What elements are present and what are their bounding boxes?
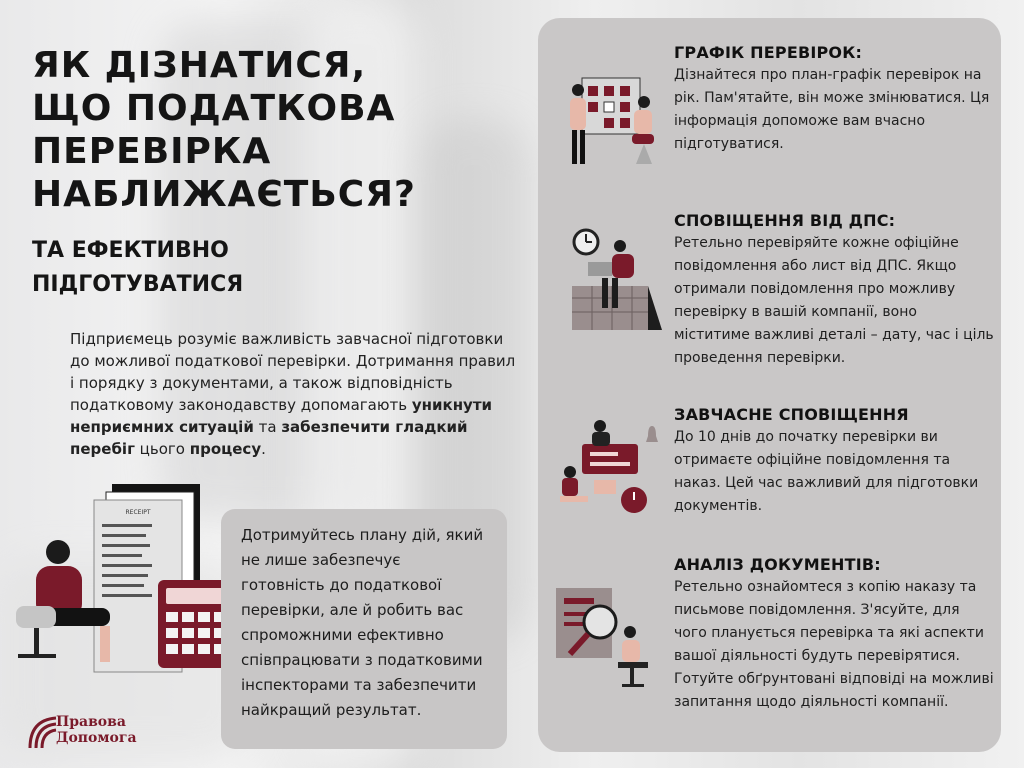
section-text: Ретельно перевіряйте кожне офіційне повідомлення або лист від ДПС. Якщо отримали повідомлення про можливу перевірку в вашій компанії, воно міститиме важливі деталі – дату, час і ціль проведення перевірки. <box>674 235 994 366</box>
receipt-line <box>102 564 152 567</box>
chair-seat <box>16 606 56 628</box>
person-leg <box>612 278 618 308</box>
title-line: НАБЛИЖАЄТЬСЯ? <box>32 174 416 215</box>
chair-post <box>34 628 39 654</box>
receipt-line <box>102 554 142 557</box>
logo-arc <box>42 730 56 748</box>
calendar-cell <box>588 102 598 112</box>
person-body <box>622 640 640 662</box>
message-line <box>590 462 630 466</box>
title-line: ЩО ПОДАТКОВА <box>32 88 396 129</box>
calculator-key <box>166 628 178 638</box>
notification-illustration <box>552 418 660 522</box>
receipt-line <box>102 544 150 547</box>
calendar-cell <box>604 86 614 96</box>
box <box>594 480 616 494</box>
message-line <box>590 452 618 456</box>
person-body <box>592 432 610 446</box>
receipt-line <box>102 574 148 577</box>
calendar-cell <box>604 102 614 112</box>
seat <box>560 496 588 502</box>
calculator-key <box>166 612 178 622</box>
desk-side <box>648 286 662 330</box>
intro-paragraph <box>70 328 520 460</box>
person-head <box>614 240 626 252</box>
person-legs <box>632 134 654 144</box>
bell-icon <box>646 426 658 442</box>
subtitle-line: ПІДГОТУВАТИСЯ <box>32 272 244 297</box>
magnifier-icon <box>584 606 616 638</box>
receipt-label: RECEIPT <box>125 509 151 516</box>
person-leg <box>572 130 577 164</box>
receipt-line <box>102 594 152 597</box>
section-text: Дізнайтеся про план-графік перевірок на рік. Пам'ятайте, він може змінюватися. Ця інформація допоможе вам вчасно підготуватися. <box>674 67 990 152</box>
receipt-line <box>102 524 152 527</box>
receipt-calculator-illustration <box>10 480 245 690</box>
laptop-screen <box>588 262 612 276</box>
person-body <box>612 254 634 278</box>
calendar-cell <box>588 86 598 96</box>
calculator-key <box>198 612 210 622</box>
person-body <box>634 110 652 134</box>
calendar-cell <box>620 86 630 96</box>
message-card <box>582 444 638 474</box>
calendar-team-illustration <box>552 60 660 172</box>
person-head <box>624 626 636 638</box>
section-title: АНАЛІЗ ДОКУМЕНТІВ: <box>674 555 881 574</box>
section-title: ЗАВЧАСНЕ СПОВІЩЕННЯ <box>674 405 909 424</box>
intro-text: цього <box>134 440 190 458</box>
calculator-key <box>182 628 194 638</box>
hourglass <box>636 144 652 164</box>
document-magnifier-illustration <box>552 584 662 694</box>
calendar-cell <box>620 118 630 128</box>
page-title <box>32 44 512 216</box>
section-text: До 10 днів до початку перевірки ви отримаєте офіційне повідомлення та наказ. Цей час важливий для підготовки документів. <box>674 429 979 514</box>
calculator-key <box>198 628 210 638</box>
calendar-cell <box>604 118 614 128</box>
section-title: СПОВІЩЕННЯ ВІД ДПС: <box>674 211 896 230</box>
person-leg <box>602 278 608 308</box>
calculator-key <box>166 644 178 654</box>
receipt-line <box>102 584 144 587</box>
page-subtitle <box>32 234 362 302</box>
clock-laptop-illustration <box>568 228 664 332</box>
intro-bold: забезпечити гладкий перебіг <box>70 418 468 458</box>
calculator-key <box>198 644 210 654</box>
section-advance-notice <box>674 404 994 518</box>
info-panel <box>538 18 1001 752</box>
intro-text: Підприємець розуміє важливість завчасної підготовки до можливої податкової перевірки. Дотримання правил і порядку з документами, а також відповідність податковому законодавству допомагають <box>70 330 516 414</box>
person-leg <box>580 130 585 164</box>
section-text: Ретельно ознайомтеся з копію наказу та письмове повідомлення. З'ясуйте, для чого планується перевірка та які аспекти вашої діяльності будуть перевірятися. Готуйте обґрунтовані відповіді на можливі запитання щодо діяльності компанії. <box>674 579 994 710</box>
person-body <box>562 478 578 496</box>
calculator-key <box>182 644 194 654</box>
person-shin <box>100 626 110 662</box>
title-line: ПЕРЕВІРКА <box>32 131 272 172</box>
section-schedule <box>674 42 994 156</box>
person-head <box>564 466 576 478</box>
chair-seat <box>618 662 648 668</box>
chair-base <box>18 654 56 658</box>
logo-arch-icon <box>28 714 58 748</box>
logo-line-2: Допомога <box>56 730 137 746</box>
section-document-analysis <box>674 554 994 714</box>
brand-logo <box>28 712 138 752</box>
document-line <box>564 598 594 604</box>
logo-line-1: Правова <box>56 714 126 730</box>
desk <box>572 286 648 330</box>
intro-bold: уникнути неприємних ситуацій <box>70 396 493 436</box>
title-line: ЯК ДІЗНАТИСЯ, <box>32 45 367 86</box>
subtitle-line: ТА ЕФЕКТИВНО <box>32 238 229 263</box>
calculator-screen <box>166 588 226 604</box>
person-head <box>572 84 584 96</box>
chair-post <box>630 668 634 684</box>
person-body <box>570 98 586 130</box>
intro-bold: процесу <box>189 440 262 458</box>
chair-base <box>622 684 644 687</box>
intro-text: . <box>261 440 266 458</box>
section-title: ГРАФІК ПЕРЕВІРОК: <box>674 43 863 62</box>
person-head <box>638 96 650 108</box>
receipt-line <box>102 534 146 537</box>
intro-text: та <box>253 418 282 436</box>
person-head <box>594 420 606 432</box>
calculator-key <box>182 612 194 622</box>
advice-text: Дотримуйтесь плану дій, який не лише забезпечує готовність до податкової перевірки, але й робить вас спроможними ефективно співпрацювати з податковими інспекторами та забезпечити найкращий результат. <box>241 526 484 719</box>
section-notification <box>674 210 994 370</box>
person-head <box>46 540 70 564</box>
calendar-cell <box>620 102 630 112</box>
advice-card <box>221 509 507 749</box>
